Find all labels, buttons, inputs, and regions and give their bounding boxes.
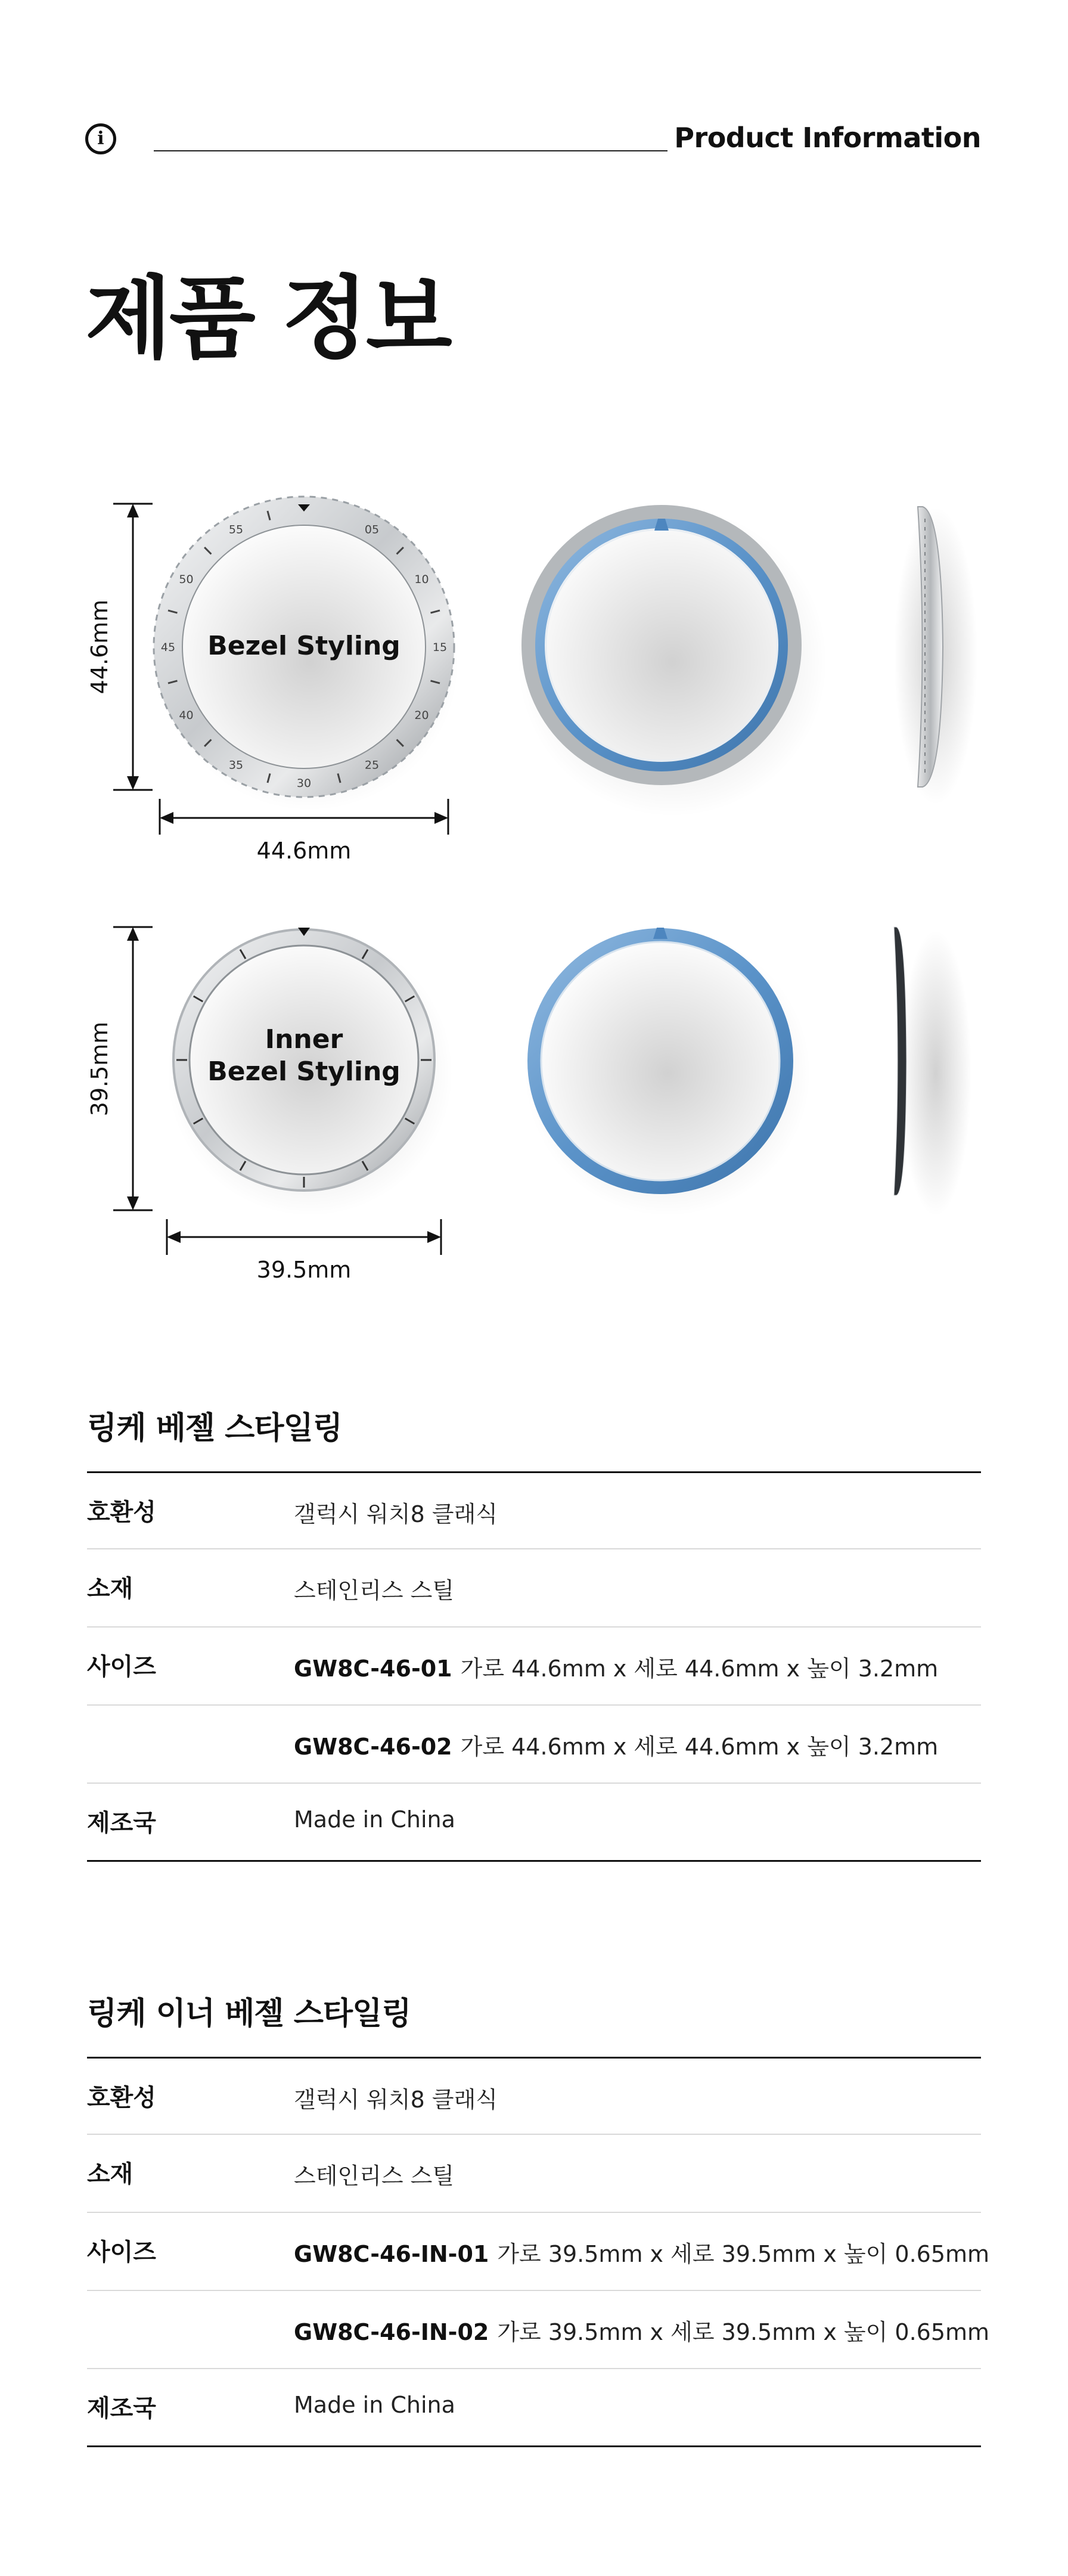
- bezel-side: [894, 507, 977, 805]
- bezel-label: Bezel Styling: [207, 631, 401, 661]
- bezel-dial-number: 40: [179, 709, 194, 722]
- spec-label: 제조국: [87, 2395, 156, 2422]
- model-code: GW8C-46-IN-01: [294, 2241, 489, 2267]
- inner-height-dimension: [113, 927, 153, 1210]
- spec-row-size-2: [87, 1706, 981, 1784]
- spec-value: 스테인리스 스틸: [294, 2163, 455, 2189]
- spec-value: GW8C-46-01 가로 44.6mm x 세로 44.6mm x 높이 3.2mm: [294, 1656, 939, 1682]
- spec-value: GW8C-46-IN-02 가로 39.5mm x 세로 39.5mm x 높이 0.65mm: [294, 2319, 990, 2345]
- spec-label: 사이즈: [87, 1653, 156, 1681]
- info-icon: i: [85, 123, 116, 154]
- inner-height-label: 39.5mm: [86, 1021, 113, 1117]
- spec-row-size: [87, 1628, 981, 1706]
- spec-value: 스테인리스 스틸: [294, 1577, 455, 1604]
- spec-row-compatibility: [87, 2057, 981, 2135]
- model-code: GW8C-46-01: [294, 1656, 452, 1682]
- spec-label: 소재: [87, 1575, 134, 1602]
- spec-row-origin: [87, 2369, 981, 2447]
- bezel-dial-number: 10: [414, 573, 429, 586]
- page-title: 제품 정보: [85, 267, 450, 371]
- spec-table-bezel: [87, 1471, 981, 1862]
- bezel-dial-number: 20: [414, 709, 429, 722]
- spec-table-inner-bezel: [87, 2057, 990, 2447]
- spec-row-size-2: [87, 2291, 990, 2369]
- spec-value: Made in China: [294, 1806, 455, 1833]
- spec-value: 갤럭시 워치8 클래식: [294, 2087, 498, 2113]
- inner-width-dimension: [167, 1219, 441, 1255]
- inner-bezel-side: [894, 927, 971, 1216]
- spec-row-size: [87, 2213, 990, 2291]
- section-title-bezel: 링케 베젤 스타일링: [87, 1411, 343, 1446]
- inner-bezel-back: [524, 928, 811, 1216]
- spec-label: 사이즈: [87, 2239, 156, 2266]
- spec-value: 갤럭시 워치8 클래식: [294, 1501, 498, 1527]
- section-title-inner-bezel: 링케 이너 베젤 스타일링: [87, 1996, 411, 2032]
- bezel-dial-number: 35: [228, 758, 244, 772]
- bezel-dial-number: 15: [432, 641, 448, 654]
- spec-label: 제조국: [87, 1809, 156, 1837]
- bezel-dial-number: 30: [296, 777, 312, 790]
- spec-row-material: [87, 2135, 981, 2213]
- spec-value: Made in China: [294, 2392, 455, 2418]
- spec-row-material: [87, 1549, 981, 1628]
- spec-label: 소재: [87, 2160, 134, 2188]
- inner-bezel-label-line2: Bezel Styling: [207, 1056, 401, 1087]
- bezel-back: [517, 507, 827, 817]
- spec-value: GW8C-46-02 가로 44.6mm x 세로 44.6mm x 높이 3.2mm: [294, 1734, 939, 1760]
- inner-width-label: 39.5mm: [256, 1257, 352, 1283]
- model-code: GW8C-46-IN-02: [294, 2319, 489, 2345]
- bezel-dial-number: 05: [364, 523, 380, 537]
- spec-label: 호환성: [87, 1499, 156, 1526]
- model-code: GW8C-46-02: [294, 1734, 452, 1760]
- spec-label: 호환성: [87, 2084, 156, 2112]
- spec-value: GW8C-46-IN-01 가로 39.5mm x 세로 39.5mm x 높이 0.65mm: [294, 2241, 990, 2267]
- bezel-dial-number: 55: [228, 523, 244, 537]
- spec-row-origin: [87, 1784, 981, 1862]
- header-title: Product Information: [674, 122, 981, 154]
- bezel-height-dimension: [113, 504, 153, 790]
- bezel-height-label: 44.6mm: [86, 599, 113, 695]
- bezel-dial-number: 45: [160, 641, 176, 654]
- bezel-dial-number: 50: [179, 573, 194, 586]
- bezel-width-label: 44.6mm: [256, 838, 352, 864]
- bezel-dial-number: 25: [364, 758, 380, 772]
- spec-row-compatibility: [87, 1471, 981, 1549]
- inner-bezel-label-line1: Inner: [265, 1024, 343, 1055]
